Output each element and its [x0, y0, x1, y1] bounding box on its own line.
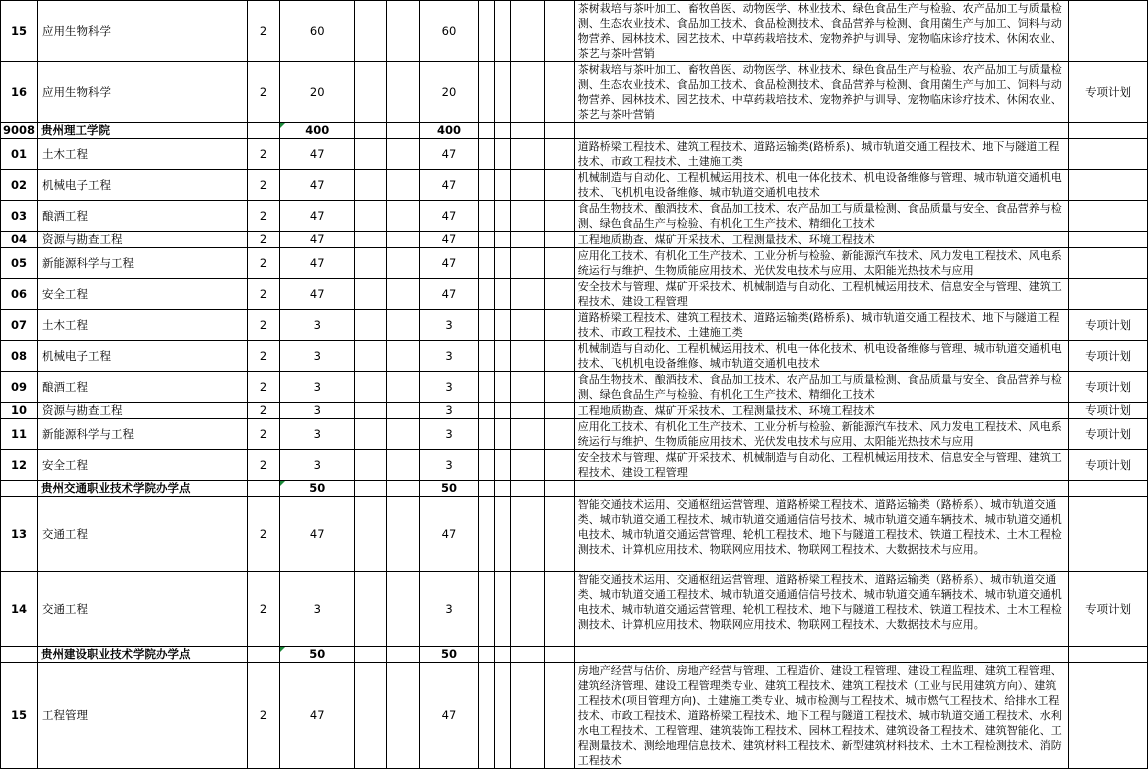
requirement-cell: 房地产经营与估价、房地产经营与管理、工程造价、建设工程管理、建设工程监理、建筑工程管理、建筑经济管理、建设工程管理类专业、建筑工程技术、建筑工程技术（工业与民用建筑方向）、建筑工程技术(项目管理方向)、土建施工类专业、城市检测与工程技术、城市燃气工程技术、给排水工程技术、市政工程技术、道路桥梁工程技术、地下工程与隧道工程技术、城市轨道交通工程技术、水利水电工程技术、工程管理、建筑装饰工程技术、园林工程技术、建筑设备工程技术、建筑智能化、工程测量技术、测绘地理信息技术、建筑材料工程技术、新型建筑材料技术、土木工程检测技术、消防工程技术	[574, 663, 1068, 769]
empty-cell	[544, 123, 574, 139]
years-cell: 2	[247, 403, 280, 419]
empty-cell	[495, 419, 511, 450]
code-cell: 06	[1, 279, 38, 310]
empty-cell	[544, 450, 574, 481]
empty-cell	[511, 248, 545, 279]
total-cell: 3	[419, 310, 479, 341]
empty-cell	[511, 139, 545, 170]
empty-cell	[386, 341, 419, 372]
total-cell: 47	[419, 201, 479, 232]
requirement-cell: 安全技术与管理、煤矿开采技术、机械制造与自动化、工程机械运用技术、信息安全与管理、建筑工程技术、建设工程管理	[574, 450, 1068, 481]
institution-code-cell	[1, 481, 38, 497]
code-cell: 03	[1, 201, 38, 232]
empty-cell	[511, 481, 545, 497]
empty-cell	[386, 201, 419, 232]
empty-cell	[511, 341, 545, 372]
major-name-cell: 酿酒工程	[38, 372, 248, 403]
code-cell: 15	[1, 663, 38, 769]
empty-cell	[1069, 647, 1148, 663]
empty-cell	[495, 62, 511, 123]
years-cell: 2	[247, 663, 280, 769]
empty-cell	[355, 170, 387, 201]
empty-cell	[511, 123, 545, 139]
total-cell: 3	[419, 341, 479, 372]
table-row	[1, 1, 1148, 62]
note-cell	[1069, 279, 1148, 310]
major-name-cell: 机械电子工程	[38, 341, 248, 372]
total-cell: 47	[419, 170, 479, 201]
code-cell: 09	[1, 372, 38, 403]
empty-cell	[355, 341, 387, 372]
empty-cell	[479, 481, 495, 497]
empty-cell	[511, 201, 545, 232]
total-cell: 3	[419, 419, 479, 450]
table-row	[1, 663, 1148, 769]
requirement-cell: 食品生物技术、酿酒技术、食品加工技术、农产品加工与质量检测、食品质量与安全、食品营养与检测、绿色食品生产与检验、有机化工生产技术、精细化工技术	[574, 372, 1068, 403]
years-cell: 2	[247, 372, 280, 403]
note-cell: 专项计划	[1069, 372, 1148, 403]
major-name-cell: 新能源科学与工程	[38, 419, 248, 450]
empty-cell	[355, 310, 387, 341]
empty-cell	[355, 572, 387, 647]
institution-name-cell: 贵州交通职业技术学院办学点	[38, 481, 248, 497]
years-cell: 2	[247, 279, 280, 310]
empty-cell	[386, 62, 419, 123]
empty-cell	[495, 372, 511, 403]
empty-cell	[1069, 481, 1148, 497]
empty-cell	[386, 1, 419, 62]
years-cell: 2	[247, 450, 280, 481]
note-cell: 专项计划	[1069, 62, 1148, 123]
empty-cell	[511, 310, 545, 341]
empty-cell	[355, 663, 387, 769]
table-row	[1, 248, 1148, 279]
empty-cell	[355, 201, 387, 232]
empty-cell	[544, 341, 574, 372]
empty-cell	[544, 647, 574, 663]
empty-cell	[479, 450, 495, 481]
empty-cell	[355, 497, 387, 572]
requirement-cell: 道路桥梁工程技术、建筑工程技术、道路运输类(路桥系)、城市轨道交通工程技术、地下与隧道工程技术、市政工程技术、土建施工类	[574, 310, 1068, 341]
empty-cell	[355, 232, 387, 248]
major-name-cell: 资源与勘查工程	[38, 403, 248, 419]
empty-cell	[355, 139, 387, 170]
plan-cell: 3	[280, 572, 355, 647]
note-cell	[1069, 1, 1148, 62]
empty-cell	[544, 481, 574, 497]
empty-cell	[544, 419, 574, 450]
code-cell: 02	[1, 170, 38, 201]
code-cell: 12	[1, 450, 38, 481]
empty-cell	[495, 232, 511, 248]
total-cell: 47	[419, 232, 479, 248]
empty-cell	[495, 647, 511, 663]
note-cell: 专项计划	[1069, 450, 1148, 481]
empty-cell	[386, 310, 419, 341]
empty-cell	[544, 62, 574, 123]
empty-cell	[355, 248, 387, 279]
requirement-cell: 茶树栽培与茶叶加工、畜牧兽医、动物医学、林业技术、绿色食品生产与检验、农产品加工与质量检测、生态农业技术、食品加工技术、食品检测技术、食品营养与检测、食用菌生产与加工、饲料与动物营养、园林技术、园艺技术、中草药栽培技术、宠物养护与训导、宠物临床诊疗技术、休闲农业、茶艺与茶叶营销	[574, 1, 1068, 62]
table-row	[1, 62, 1148, 123]
empty-cell	[511, 279, 545, 310]
empty-cell	[544, 1, 574, 62]
empty-cell	[495, 497, 511, 572]
requirement-cell: 道路桥梁工程技术、建筑工程技术、道路运输类(路桥系)、城市轨道交通工程技术、地下与隧道工程技术、市政工程技术、土建施工类	[574, 139, 1068, 170]
empty-cell	[479, 647, 495, 663]
empty-cell	[495, 248, 511, 279]
plan-cell: 47	[280, 497, 355, 572]
total-cell: 3	[419, 572, 479, 647]
empty-cell	[386, 663, 419, 769]
note-cell: 专项计划	[1069, 403, 1148, 419]
table-row	[1, 572, 1148, 647]
empty-cell	[247, 123, 280, 139]
empty-cell	[479, 419, 495, 450]
table-row	[1, 372, 1148, 403]
code-cell: 14	[1, 572, 38, 647]
plan-cell: 3	[280, 419, 355, 450]
table-row	[1, 310, 1148, 341]
institution-total-cell: 50	[419, 647, 479, 663]
plan-cell: 20	[280, 62, 355, 123]
code-cell: 05	[1, 248, 38, 279]
empty-cell	[495, 341, 511, 372]
empty-cell	[544, 372, 574, 403]
empty-cell	[479, 201, 495, 232]
empty-cell	[355, 372, 387, 403]
code-cell: 11	[1, 419, 38, 450]
empty-cell	[544, 201, 574, 232]
note-cell	[1069, 139, 1148, 170]
empty-cell	[511, 647, 545, 663]
total-cell: 60	[419, 1, 479, 62]
code-cell: 13	[1, 497, 38, 572]
years-cell: 2	[247, 497, 280, 572]
empty-cell	[495, 572, 511, 647]
table-row	[1, 279, 1148, 310]
empty-cell	[479, 372, 495, 403]
major-name-cell: 应用生物科学	[38, 62, 248, 123]
note-cell	[1069, 201, 1148, 232]
empty-cell	[386, 419, 419, 450]
empty-cell	[495, 279, 511, 310]
note-cell: 专项计划	[1069, 341, 1148, 372]
institution-total-cell: 400	[419, 123, 479, 139]
years-cell: 2	[247, 1, 280, 62]
major-name-cell: 土木工程	[38, 139, 248, 170]
years-cell: 2	[247, 310, 280, 341]
code-cell: 16	[1, 62, 38, 123]
empty-cell	[495, 481, 511, 497]
empty-cell	[355, 1, 387, 62]
code-cell: 08	[1, 341, 38, 372]
empty-cell	[479, 1, 495, 62]
total-cell: 20	[419, 62, 479, 123]
empty-cell	[544, 403, 574, 419]
plan-cell: 47	[280, 663, 355, 769]
total-cell: 47	[419, 139, 479, 170]
empty-cell	[495, 663, 511, 769]
empty-cell	[479, 341, 495, 372]
years-cell: 2	[247, 232, 280, 248]
empty-cell	[511, 572, 545, 647]
major-name-cell: 资源与勘查工程	[38, 232, 248, 248]
empty-cell	[386, 450, 419, 481]
empty-cell	[495, 310, 511, 341]
requirement-cell: 智能交通技术运用、交通枢纽运营管理、道路桥梁工程技术、道路运输类（路桥系）、城市轨道交通类、城市轨道交通工程技术、城市轨道交通通信信号技术、城市轨道交通车辆技术、城市轨道交通机电技术、城市轨道交通运营管理、轮机工程技术、地下与隧道工程技术、铁道工程技术、土木工程检测技术、计算机应用技术、物联网应用技术、物联网工程技术、大数据技术与应用。	[574, 572, 1068, 647]
table-row	[1, 201, 1148, 232]
years-cell: 2	[247, 419, 280, 450]
institution-row	[1, 123, 1148, 139]
empty-cell	[386, 123, 419, 139]
empty-cell	[386, 279, 419, 310]
major-name-cell: 酿酒工程	[38, 201, 248, 232]
empty-cell	[544, 232, 574, 248]
table-row	[1, 139, 1148, 170]
institution-row	[1, 647, 1148, 663]
empty-cell	[544, 279, 574, 310]
empty-cell	[495, 170, 511, 201]
note-cell	[1069, 497, 1148, 572]
empty-cell	[511, 62, 545, 123]
empty-cell	[479, 279, 495, 310]
major-name-cell: 交通工程	[38, 572, 248, 647]
empty-cell	[355, 62, 387, 123]
empty-cell	[479, 170, 495, 201]
requirement-cell: 机械制造与自动化、工程机械运用技术、机电一体化技术、机电设备维修与管理、城市轨道交通机电技术、飞机机电设备维修、城市轨道交通机电技术	[574, 170, 1068, 201]
institution-code-cell: 9008	[1, 123, 38, 139]
total-cell: 3	[419, 372, 479, 403]
institution-plan-cell: 50	[280, 481, 355, 497]
plan-cell: 3	[280, 450, 355, 481]
empty-cell	[574, 647, 1068, 663]
empty-cell	[544, 497, 574, 572]
empty-cell	[511, 170, 545, 201]
empty-cell	[495, 450, 511, 481]
table-row	[1, 419, 1148, 450]
plan-cell: 47	[280, 139, 355, 170]
empty-cell	[479, 663, 495, 769]
years-cell: 2	[247, 62, 280, 123]
empty-cell	[386, 572, 419, 647]
empty-cell	[479, 139, 495, 170]
plan-cell: 3	[280, 310, 355, 341]
empty-cell	[386, 372, 419, 403]
total-cell: 47	[419, 248, 479, 279]
years-cell: 2	[247, 572, 280, 647]
empty-cell	[479, 497, 495, 572]
empty-cell	[479, 572, 495, 647]
empty-cell	[511, 232, 545, 248]
empty-cell	[495, 139, 511, 170]
note-cell	[1069, 232, 1148, 248]
total-cell: 3	[419, 450, 479, 481]
empty-cell	[574, 481, 1068, 497]
empty-cell	[355, 647, 387, 663]
plan-cell: 3	[280, 372, 355, 403]
note-cell	[1069, 170, 1148, 201]
empty-cell	[355, 450, 387, 481]
empty-cell	[386, 497, 419, 572]
requirement-cell: 安全技术与管理、煤矿开采技术、机械制造与自动化、工程机械运用技术、信息安全与管理、建筑工程技术、建设工程管理	[574, 279, 1068, 310]
empty-cell	[1069, 123, 1148, 139]
empty-cell	[247, 481, 280, 497]
empty-cell	[355, 123, 387, 139]
plan-cell: 3	[280, 341, 355, 372]
major-name-cell: 工程管理	[38, 663, 248, 769]
empty-cell	[544, 663, 574, 769]
requirement-cell: 应用化工技术、有机化工生产技术、工业分析与检验、新能源汽车技术、风力发电工程技术、风电系统运行与维护、生物质能应用技术、光伏发电技术与应用、太阳能光热技术与应用	[574, 419, 1068, 450]
total-cell: 47	[419, 279, 479, 310]
empty-cell	[386, 248, 419, 279]
empty-cell	[544, 139, 574, 170]
institution-plan-cell: 400	[280, 123, 355, 139]
requirement-cell: 应用化工技术、有机化工生产技术、工业分析与检验、新能源汽车技术、风力发电工程技术、风电系统运行与维护、生物质能应用技术、光伏发电技术与应用、太阳能光热技术与应用	[574, 248, 1068, 279]
empty-cell	[355, 481, 387, 497]
table-row	[1, 403, 1148, 419]
years-cell: 2	[247, 248, 280, 279]
major-name-cell: 交通工程	[38, 497, 248, 572]
empty-cell	[479, 248, 495, 279]
plan-cell: 47	[280, 201, 355, 232]
major-name-cell: 机械电子工程	[38, 170, 248, 201]
empty-cell	[511, 372, 545, 403]
empty-cell	[495, 403, 511, 419]
table-row	[1, 232, 1148, 248]
major-name-cell: 应用生物科学	[38, 1, 248, 62]
years-cell: 2	[247, 341, 280, 372]
requirement-cell: 工程地质勘查、煤矿开采技术、工程测量技术、环境工程技术	[574, 403, 1068, 419]
institution-code-cell	[1, 647, 38, 663]
empty-cell	[386, 232, 419, 248]
note-cell: 专项计划	[1069, 572, 1148, 647]
total-cell: 47	[419, 663, 479, 769]
empty-cell	[544, 310, 574, 341]
institution-name-cell: 贵州建设职业技术学院办学点	[38, 647, 248, 663]
empty-cell	[495, 123, 511, 139]
code-cell: 01	[1, 139, 38, 170]
table-row	[1, 341, 1148, 372]
empty-cell	[386, 139, 419, 170]
code-cell: 04	[1, 232, 38, 248]
empty-cell	[495, 1, 511, 62]
empty-cell	[355, 279, 387, 310]
years-cell: 2	[247, 201, 280, 232]
table-row	[1, 497, 1148, 572]
plan-cell: 47	[280, 279, 355, 310]
empty-cell	[574, 123, 1068, 139]
empty-cell	[511, 1, 545, 62]
empty-cell	[479, 403, 495, 419]
empty-cell	[386, 170, 419, 201]
plan-cell: 47	[280, 248, 355, 279]
total-cell: 3	[419, 403, 479, 419]
requirement-cell: 食品生物技术、酿酒技术、食品加工技术、农产品加工与质量检测、食品质量与安全、食品营养与检测、绿色食品生产与检验、有机化工生产技术、精细化工技术	[574, 201, 1068, 232]
empty-cell	[247, 647, 280, 663]
empty-cell	[544, 170, 574, 201]
total-cell: 47	[419, 497, 479, 572]
major-name-cell: 新能源科学与工程	[38, 248, 248, 279]
code-cell: 10	[1, 403, 38, 419]
years-cell: 2	[247, 170, 280, 201]
empty-cell	[386, 481, 419, 497]
requirement-cell: 茶树栽培与茶叶加工、畜牧兽医、动物医学、林业技术、绿色食品生产与检验、农产品加工与质量检测、生态农业技术、食品加工技术、食品检测技术、食品营养与检测、食用菌生产与加工、饲料与动物营养、园林技术、园艺技术、中草药栽培技术、宠物养护与训导、宠物临床诊疗技术、休闲农业、茶艺与茶叶营销	[574, 62, 1068, 123]
empty-cell	[511, 663, 545, 769]
empty-cell	[511, 419, 545, 450]
note-cell: 专项计划	[1069, 310, 1148, 341]
empty-cell	[495, 201, 511, 232]
code-cell: 07	[1, 310, 38, 341]
code-cell: 15	[1, 1, 38, 62]
empty-cell	[479, 310, 495, 341]
empty-cell	[479, 123, 495, 139]
institution-total-cell: 50	[419, 481, 479, 497]
plan-cell: 47	[280, 170, 355, 201]
plan-cell: 47	[280, 232, 355, 248]
plan-cell: 3	[280, 403, 355, 419]
table-row	[1, 450, 1148, 481]
empty-cell	[511, 450, 545, 481]
institution-row	[1, 481, 1148, 497]
institution-name-cell: 贵州理工学院	[38, 123, 248, 139]
empty-cell	[355, 403, 387, 419]
note-cell	[1069, 248, 1148, 279]
requirement-cell: 机械制造与自动化、工程机械运用技术、机电一体化技术、机电设备维修与管理、城市轨道交通机电技术、飞机机电设备维修、城市轨道交通机电技术	[574, 341, 1068, 372]
empty-cell	[479, 232, 495, 248]
requirement-cell: 智能交通技术运用、交通枢纽运营管理、道路桥梁工程技术、道路运输类（路桥系）、城市轨道交通类、城市轨道交通工程技术、城市轨道交通通信信号技术、城市轨道交通车辆技术、城市轨道交通机电技术、城市轨道交通运营管理、轮机工程技术、地下与隧道工程技术、铁道工程技术、土木工程检测技术、计算机应用技术、物联网应用技术、物联网工程技术、大数据技术与应用。	[574, 497, 1068, 572]
empty-cell	[386, 403, 419, 419]
note-cell: 专项计划	[1069, 419, 1148, 450]
major-name-cell: 土木工程	[38, 310, 248, 341]
table-row	[1, 170, 1148, 201]
empty-cell	[386, 647, 419, 663]
empty-cell	[479, 62, 495, 123]
empty-cell	[511, 403, 545, 419]
major-name-cell: 安全工程	[38, 279, 248, 310]
institution-plan-cell: 50	[280, 647, 355, 663]
empty-cell	[511, 497, 545, 572]
empty-cell	[355, 419, 387, 450]
note-cell	[1069, 663, 1148, 769]
major-name-cell: 安全工程	[38, 450, 248, 481]
requirement-cell: 工程地质勘查、煤矿开采技术、工程测量技术、环境工程技术	[574, 232, 1068, 248]
empty-cell	[544, 248, 574, 279]
empty-cell	[544, 572, 574, 647]
years-cell: 2	[247, 139, 280, 170]
plan-cell: 60	[280, 1, 355, 62]
